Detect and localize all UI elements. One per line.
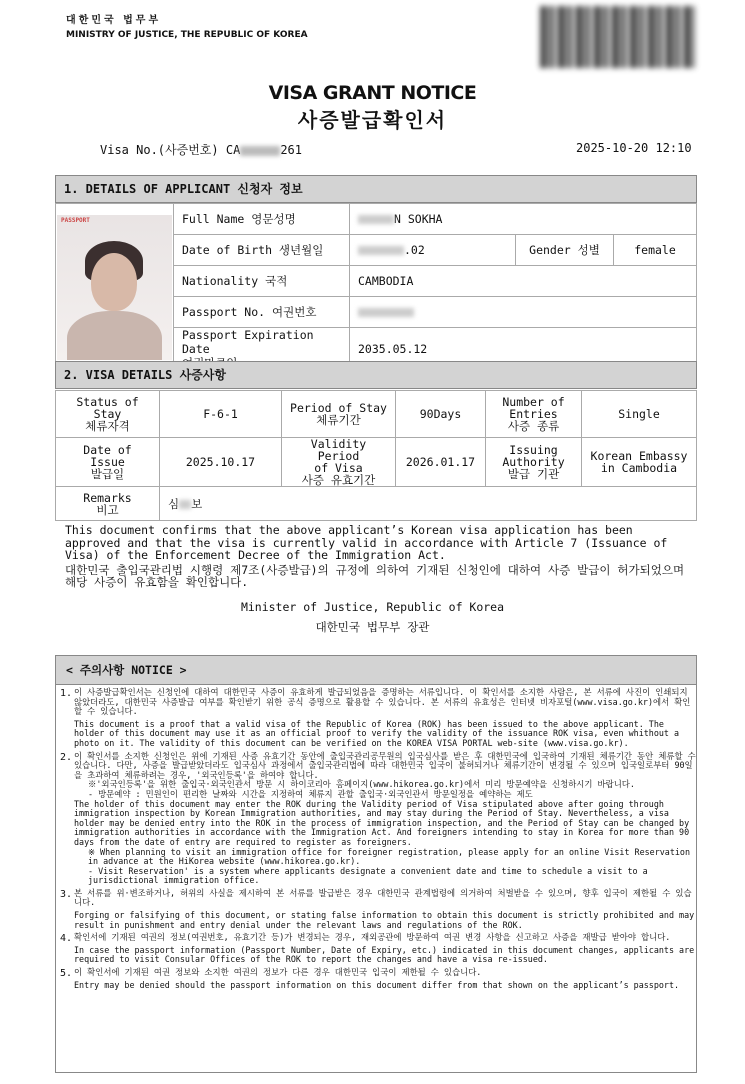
redacted-block	[240, 146, 280, 156]
dob-text: .02	[404, 243, 425, 257]
notice-text-ko: 이 확인서에 기재된 여권 정보와 소지한 여권의 정보가 다른 경우 대한민국 입국이 제한될 수 있습니다.	[74, 967, 482, 978]
ministry-name-english: MINISTRY OF JUSTICE, THE REPUBLIC OF KOREA	[66, 30, 308, 40]
notice-number: 1.	[60, 688, 73, 699]
nationality-value: CAMBODIA	[350, 266, 697, 297]
notice-number: 3.	[60, 888, 73, 900]
notice-text-en: The holder of this document may enter the ROK during the Validity period of Visa stipulated above after going through immigration inspection by Korean Immigration authorities, and may stay during the Period of Stay. Nevertheless, a visa holder may be denied entry into the ROK in the process of immigration inspection, and the Period of Stay can be changed by immigration authorities in accordance with the Immigration Act. And foreigners intending to stay in Korea for more than 90 days from the date of entry are required to register as foreigners.	[74, 798, 690, 847]
passport-number-label: Passport No. 여권번호	[174, 297, 350, 328]
confirmation-korean: 대한민국 출입국관리법 시행령 제7조(사증발급)의 규정에 의하여 기재된 신청인에 대하여 사증 발급이 허가되었으며 해당 사증이 유효함을 확인합니다.	[65, 562, 685, 589]
notice-item-3	[60, 889, 696, 933]
confirmation-statement	[65, 524, 695, 589]
issuing-authority-label	[486, 438, 582, 487]
passport-expiration-label-en: Passport Expiration Date	[182, 328, 314, 356]
remarks-value	[160, 487, 697, 521]
notice-number: 5.	[60, 968, 73, 980]
period-of-stay-label	[282, 391, 396, 438]
notice-item-4	[60, 933, 696, 968]
notice-item-1	[60, 688, 696, 752]
notice-number: 2.	[60, 751, 73, 763]
remarks-label-en: Remarks	[83, 490, 132, 505]
notice-text-ko-note: ※'외국인등록'을 위한 출입국·외국인관서 방문 시 하이코리아 홈페이지(www.hikorea.go.kr)에서 미리 방문예약을 신청하시기 바랍니다.	[88, 779, 635, 790]
remarks-label	[56, 487, 160, 521]
notice-text-ko: 이 확인서를 소지한 신청인은 위에 기재된 사증 유효기간 동안에 출입국관리공무원의 입국심사를 받은 후 대한민국에 입국하여 기재된 체류기간 동안 체류할 수 있습니다. 다만, 사증을 발급받았더라도 입국심사 과정에서 출입국관리법에 따라 대한민국 입국이 불허되거나 체류기간이 변경될 수 있으며 입국일로부터 90일을 초과하여 체류하려는 경우, '외국인등록'을 하여야 합니다.	[74, 750, 696, 780]
notice-text-ko: 본 서류를 위·변조하거나, 허위의 사실을 제시하여 본 서류를 발급받은 경우 대한민국 관계법령에 의거하여 처벌받을 수 있으며, 향후 입국이 제한될 수 있습니다.	[74, 887, 692, 908]
document-title-english: VISA GRANT NOTICE	[268, 82, 477, 104]
full-name-value	[350, 204, 697, 235]
redacted-block	[358, 246, 404, 255]
status-of-stay-label	[56, 391, 160, 438]
period-label-en: Period of Stay	[290, 401, 387, 415]
validity-period-value: 2026.01.17	[396, 438, 486, 487]
visa-number-suffix: 261	[280, 143, 302, 157]
notice-text-en: This document is a proof that a valid visa of the Republic of Korea (ROK) has been issued to the above applicant. The holder of this document may use it as an official proof to verify the validity of the issuance ROK visa, even whithout a photo on it. The validity of this document can be verified on the KOREA VISA PORTAL web-site (www.visa.go.kr).	[74, 718, 680, 748]
notice-item-2	[60, 752, 696, 889]
document-title-korean: 사증발급확인서	[297, 108, 448, 132]
visa-number-prefix: CA	[225, 143, 241, 157]
issuing-authority-value	[582, 438, 697, 487]
applicant-photo	[56, 204, 174, 371]
gender-value: female	[614, 235, 697, 266]
status-of-stay-value: F-6-1	[160, 391, 282, 438]
applicant-table	[55, 203, 697, 371]
authority-value-line1: Korean Embassy	[590, 449, 688, 463]
entries-label-ko: 사증 종류	[507, 419, 560, 433]
ministry-name-korean: 대한민국 법무부	[66, 15, 162, 26]
notice-text-ko: 이 사증발급확인서는 신청인에 대하여 대한민국 사증이 유효하게 발급되었음을 증명하는 서류입니다. 이 확인서를 소지한 사람은, 본 서류에 사진이 인쇄되지 않았더라도, 대한민국 사증발급 여부를 확인받기 위한 공식 증명으로 활용할 수 있습니다. 본 서류의 유효성은 인터넷 비자포털(www.visa.go.kr)에서 확인할 수 있습니다.	[74, 687, 691, 717]
entries-label-en1: Number of	[502, 395, 565, 409]
authority-label-en2: Authority	[502, 455, 565, 469]
entries-label	[486, 391, 582, 438]
section-applicant-title: 1. DETAILS OF APPLICANT 신청자 정보	[55, 175, 697, 203]
notice-item-5	[60, 968, 696, 993]
nationality-label: Nationality 국적	[174, 266, 350, 297]
minister-signature-korean: 대한민국 법무부 장관	[315, 620, 430, 634]
notice-title: < 주의사항 NOTICE >	[55, 655, 697, 685]
validity-label-ko: 사증 유효기간	[301, 473, 376, 487]
confirmation-english: This document confirms that the above applicant’s Korean visa application has been approved and that the visa is currently valid in accordance with Article 7 (Issuance of Visa) of the Enforcement Decree of the Immigration Act.	[65, 523, 668, 562]
authority-label-en1: Issuing	[509, 443, 558, 457]
visa-details-table	[55, 390, 697, 521]
notice-text-en: Forging or falsifying of this document, or stating false information to obtain this document is strictly prohibited and may result in punishment and entry denial under the relevant laws and regulations of the ROK.	[74, 910, 695, 930]
entries-label-en2: Entries	[509, 407, 558, 421]
notice-number: 4.	[60, 933, 73, 945]
redacted-block	[358, 215, 394, 224]
doi-label-ko: 발급일	[90, 467, 125, 481]
remarks-text-a: 심	[168, 496, 180, 511]
notice-body	[55, 685, 697, 1073]
passport-expiration-value: 2035.05.12	[350, 328, 697, 371]
notice-text-en-sub: - Visit Reservation' is a system where applicants designate a convenient date and time to schedule a visit to a jurisdictional immigration office.	[88, 865, 648, 886]
minister-signature-english: Minister of Justice, Republic of Korea	[240, 600, 505, 614]
notice-text-en-note: ※ When planning to visit an immigration office for foreigner registration, please apply for an online Visit Reservation in advance at the HiKorea website (www.hikorea.go.kr).	[88, 846, 690, 867]
validity-period-label	[282, 438, 396, 487]
authority-label-ko: 발급 기관	[507, 467, 560, 481]
visa-number-label: Visa No.(사증번호)	[100, 143, 219, 157]
date-of-issue-value: 2025.10.17	[160, 438, 282, 487]
validity-label-en1: Validity Period	[310, 437, 367, 463]
passport-number-value	[350, 297, 697, 328]
period-label-ko: 체류기간	[316, 413, 361, 427]
status-label-en: Status of Stay	[76, 395, 139, 421]
remarks-text-b: 보	[191, 496, 203, 511]
remarks-label-ko: 비고	[96, 502, 119, 517]
entries-value: Single	[582, 391, 697, 438]
qr-code	[540, 6, 695, 68]
section-visa-title: 2. VISA DETAILS 사증사항	[55, 361, 697, 389]
full-name-label: Full Name 영문성명	[174, 204, 350, 235]
redacted-block	[358, 308, 414, 317]
status-label-ko: 체류자격	[85, 419, 130, 433]
issue-timestamp: 2025-10-20 12:10	[576, 141, 692, 155]
period-of-stay-value: 90Days	[396, 391, 486, 438]
dob-value	[350, 235, 516, 266]
doi-label-en: Date of Issue	[83, 443, 132, 469]
photo-passport-tag: PASSPORT	[61, 216, 90, 224]
notice-text-en: In case the passport information (Passport Number, Date of Expiry, etc.) indicated in this document changes, applicants are required to visit Consular Offices of the ROK to report the changes and have a visa re-issued.	[74, 944, 695, 965]
notice-text-ko-sub: - 방문예약 : 민원인이 편리한 날짜와 시간을 지정하여 체류지 관할 출입국·외국인관서 방문일정을 예약하는 제도	[88, 788, 533, 799]
date-of-issue-label	[56, 438, 160, 487]
notice-text-ko: 확인서에 기재된 여권의 정보(여권번호, 유효기간 등)가 변경되는 경우, 재외공관에 방문하여 여권 변경 사항을 신고하고 사증을 재발급 받아야 합니다.	[74, 932, 671, 943]
gender-label: Gender 성별	[516, 235, 614, 266]
validity-label-en2: of Visa	[314, 461, 363, 475]
notice-text-en: Entry may be denied should the passport information on this document differ from that shown on the applicant’s passport.	[74, 979, 680, 990]
dob-label: Date of Birth 생년월일	[174, 235, 350, 266]
authority-value-line2: in Cambodia	[600, 461, 678, 475]
redacted-block	[179, 500, 191, 509]
visa-number	[100, 141, 302, 158]
full-name-text: N SOKHA	[394, 212, 443, 226]
